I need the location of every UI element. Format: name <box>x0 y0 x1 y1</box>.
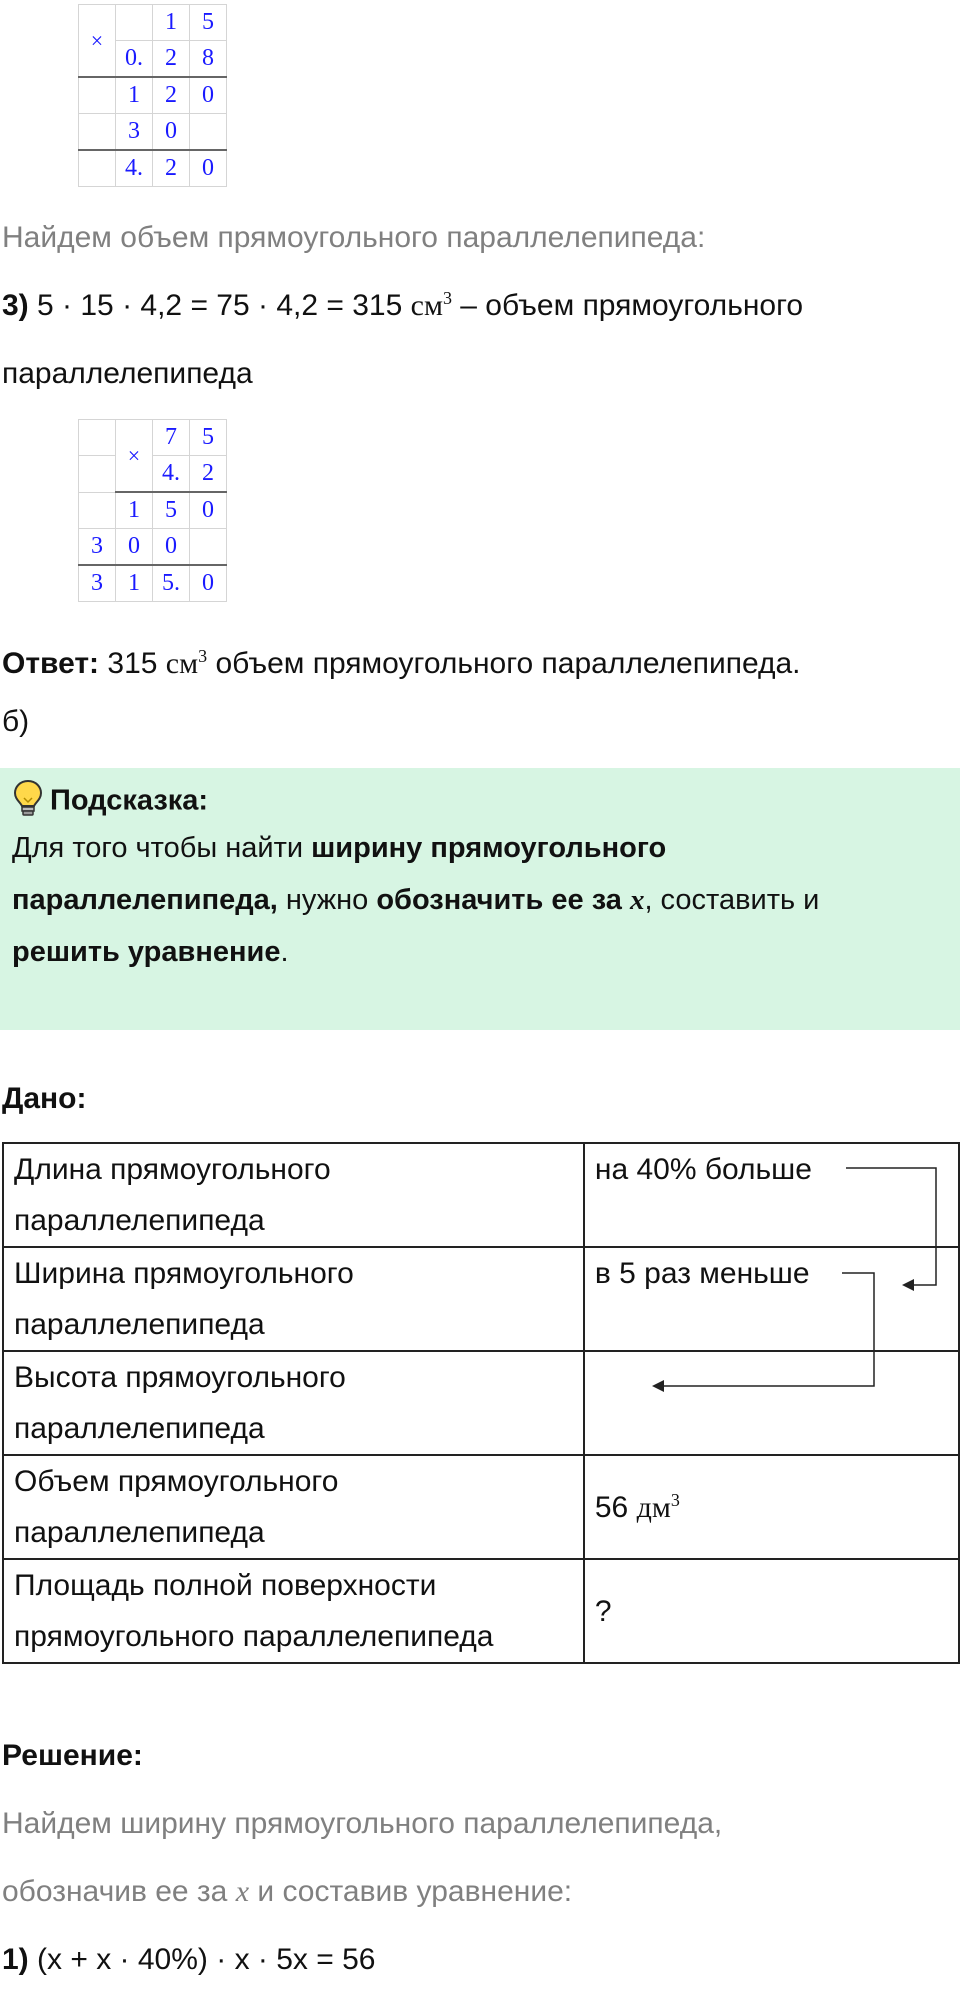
hint-text: . <box>280 936 289 968</box>
grid-cell: 3 <box>116 114 153 151</box>
grid-cell: 5. <box>153 565 190 602</box>
times-sign: × <box>116 420 153 493</box>
solution-line-1: Найдем ширину прямоугольного параллелепипеда, <box>2 1807 723 1840</box>
grid-cell: 7 <box>153 420 190 456</box>
variable-x: x <box>629 884 645 916</box>
step-3-continuation: параллелепипеда <box>2 357 253 390</box>
equation-1 <box>2 1942 375 1978</box>
grid-cell: 2 <box>153 77 190 114</box>
part-b-label: б) <box>2 705 30 738</box>
grid-cell: 0 <box>190 77 227 114</box>
grid-cell: 5 <box>190 5 227 41</box>
grid-cell: 4. <box>116 150 153 187</box>
grid-cell: 0. <box>116 41 153 78</box>
exponent: 3 <box>670 1489 680 1510</box>
unit: дм <box>636 1490 671 1524</box>
grid-cell: 1 <box>153 5 190 41</box>
cell-value: в 5 раз меньше <box>594 1257 810 1290</box>
grid-cell: 0 <box>190 492 227 529</box>
grid-cell: 0 <box>153 529 190 566</box>
answer-text: объем прямоугольного параллелепипеда. <box>215 647 801 680</box>
given-title-text: Дано: <box>2 1082 87 1115</box>
cell-value: ? <box>594 1594 612 1628</box>
solution-text: обозначив ее за <box>2 1875 236 1908</box>
solution-title <box>2 1738 143 1774</box>
unit: см <box>410 289 443 322</box>
step-expression: 5 · 15 · 4,2 = 75 · 4,2 = 315 <box>37 289 403 322</box>
exponent: 3 <box>198 646 208 666</box>
grid-cell: 8 <box>190 41 227 78</box>
step-label: 1) <box>2 1943 29 1976</box>
volume-intro-text: Найдем объем прямоугольного параллелепипеда: <box>2 221 706 254</box>
cell-text: параллелепипеда <box>14 1516 265 1549</box>
cell-text: Длина прямоугольного <box>14 1153 331 1186</box>
solution-text: и составив уравнение: <box>249 1875 573 1908</box>
cell-text: прямоугольного параллелепипеда <box>14 1620 494 1653</box>
grid-cell: 3 <box>79 565 116 602</box>
solution-line-2 <box>2 1874 572 1910</box>
grid-cell: 5 <box>153 492 190 529</box>
answer-label: Ответ: <box>2 647 100 680</box>
grid-cell: 1 <box>116 492 153 529</box>
hint-text: Для того чтобы найти <box>12 832 312 864</box>
hint-bold: решить уравнение <box>12 936 281 968</box>
cell-value: 56 <box>594 1490 629 1524</box>
grid-cell: 1 <box>116 77 153 114</box>
step-description: – объем прямоугольного <box>460 289 804 322</box>
grid-cell: 2 <box>153 150 190 187</box>
grid-cell: 0 <box>153 114 190 151</box>
grid-cell: 2 <box>153 41 190 78</box>
cell-text: параллелепипеда <box>14 1204 265 1237</box>
cell-text: параллелепипеда <box>14 1412 265 1445</box>
hint-bold: ширину прямоугольного <box>311 832 667 864</box>
solution-title-text: Решение: <box>2 1739 143 1772</box>
answer-value: 315 <box>107 647 158 680</box>
arrow-width-to-height <box>652 1273 874 1392</box>
cell-text: Высота прямоугольного <box>14 1361 346 1394</box>
cell-text: параллелепипеда <box>14 1308 265 1341</box>
hint-text: нужно <box>277 884 377 916</box>
unit: см <box>165 647 199 680</box>
grid-cell: 1 <box>116 565 153 602</box>
hint-bold: обозначить ее за <box>376 884 630 916</box>
hint-title: Подсказка: <box>50 784 209 817</box>
hint-bold: параллелепипеда, <box>12 884 278 916</box>
hint-text: , составить и <box>644 884 820 916</box>
cell-value: на 40% больше <box>594 1153 812 1186</box>
grid-cell: 3 <box>79 529 116 566</box>
grid-cell: 5 <box>190 420 227 456</box>
grid-cell: 0 <box>190 565 227 602</box>
grid-cell: 2 <box>190 456 227 493</box>
times-sign: × <box>79 5 116 78</box>
cell-text: Площадь полной поверхности <box>14 1569 437 1602</box>
exponent: 3 <box>442 288 452 308</box>
variable-x: x <box>235 1875 250 1908</box>
grid-cell: 0 <box>190 150 227 187</box>
step-label: 3) <box>2 289 29 322</box>
equation-expression: (x + x · 40%) · x · 5x = 56 <box>37 1943 376 1976</box>
cell-text: Ширина прямоугольного <box>14 1257 354 1290</box>
cell-text: Объем прямоугольного <box>14 1465 339 1498</box>
grid-cell: 0 <box>116 529 153 566</box>
grid-cell: 4. <box>153 456 190 493</box>
